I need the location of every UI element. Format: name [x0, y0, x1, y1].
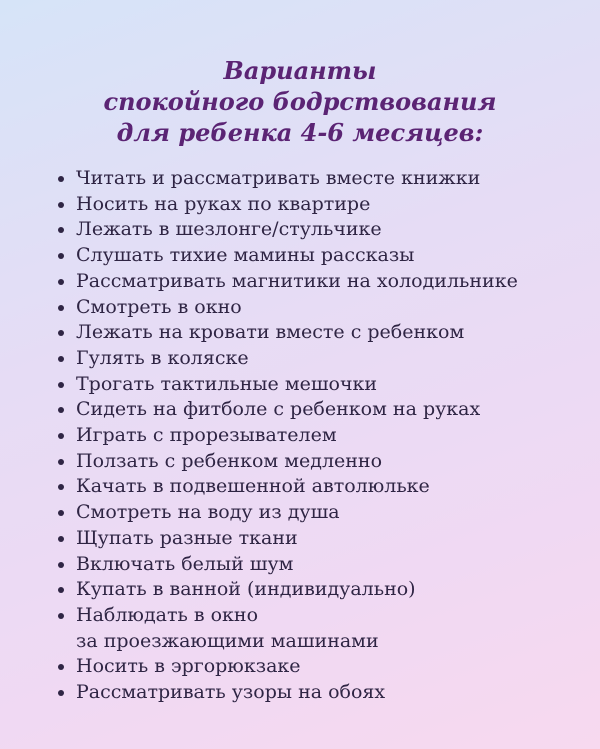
list-item — [58, 654, 578, 680]
list-item — [58, 243, 578, 269]
bullet-icon — [58, 279, 64, 285]
list-item-text: Слушать тихие мамины рассказы — [76, 244, 415, 267]
list-item — [58, 552, 578, 578]
list-item-text: Трогать тактильные мешочки — [76, 372, 378, 395]
list-item-text: за проезжающими машинами — [76, 629, 379, 652]
list-item — [58, 577, 578, 603]
list-item — [58, 166, 578, 192]
list-item — [58, 192, 578, 218]
list-item — [58, 500, 578, 526]
list-item-text: Смотреть на воду из душа — [76, 501, 340, 524]
list-item — [58, 217, 578, 243]
list-item — [58, 320, 578, 346]
list-item — [58, 474, 578, 500]
list-item-text: Читать и рассматривать вместе книжки — [76, 167, 481, 189]
bullet-icon — [58, 690, 64, 696]
bullet-icon — [58, 664, 64, 670]
list-item-text: Ползать с ребенком медленно — [76, 449, 383, 472]
list-item-text: Рассматривать магнитики на холодильнике — [76, 269, 518, 292]
title-line-3: для ребенка 4-6 месяцев: — [116, 118, 484, 147]
list-item-text: Рассматривать узоры на обоях — [76, 681, 386, 704]
bullet-icon — [58, 536, 64, 542]
activity-list — [58, 166, 578, 706]
list-item-text: Купать в ванной (индивидуально) — [76, 578, 416, 601]
list-item — [58, 449, 578, 475]
list-item — [58, 423, 578, 449]
list-item — [58, 295, 578, 321]
bullet-icon — [58, 202, 64, 208]
list-item-text: Играть с прорезывателем — [76, 424, 337, 447]
bullet-icon — [58, 382, 64, 388]
title-line-1: Варианты — [223, 56, 377, 85]
list-item-text: Лежать в шезлонге/стульчике — [76, 218, 382, 241]
list-item-text: Щупать разные ткани — [76, 526, 298, 549]
bullet-icon — [58, 407, 64, 413]
list-item-text: Смотреть в окно — [76, 295, 242, 318]
list-item-text: Качать в подвешенной автолюльке — [76, 475, 430, 498]
bullet-icon — [58, 176, 64, 182]
list-item-text: Наблюдать в окно — [76, 603, 259, 626]
list-item — [58, 397, 578, 423]
bullet-icon — [58, 510, 64, 516]
list-item-text: Носить в эргорюкзаке — [76, 655, 301, 678]
list-item — [58, 526, 578, 552]
title-line-2: спокойного бодрствования — [103, 87, 497, 116]
bullet-icon — [58, 253, 64, 259]
bullet-icon — [58, 484, 64, 490]
bullet-icon — [58, 587, 64, 593]
bullet-icon — [58, 433, 64, 439]
bullet-icon — [58, 562, 64, 568]
list-item-text: Включать белый шум — [76, 552, 294, 575]
page-title — [0, 55, 600, 148]
bullet-icon — [58, 330, 64, 336]
list-item — [58, 603, 578, 654]
list-item — [58, 269, 578, 295]
bullet-icon — [58, 305, 64, 311]
list-item — [58, 372, 578, 398]
bullet-icon — [58, 613, 64, 619]
list-item — [58, 346, 578, 372]
list-item-text: Гулять в коляске — [76, 346, 249, 369]
bullet-icon — [58, 459, 64, 465]
bullet-icon — [58, 356, 64, 362]
list-item-text: Носить на руках по квартире — [76, 192, 371, 215]
list-item — [58, 680, 578, 706]
list-item-text: Лежать на кровати вместе с ребенком — [76, 321, 465, 344]
list-item-text: Сидеть на фитболе с ребенком на руках — [76, 398, 481, 421]
bullet-icon — [58, 227, 64, 233]
